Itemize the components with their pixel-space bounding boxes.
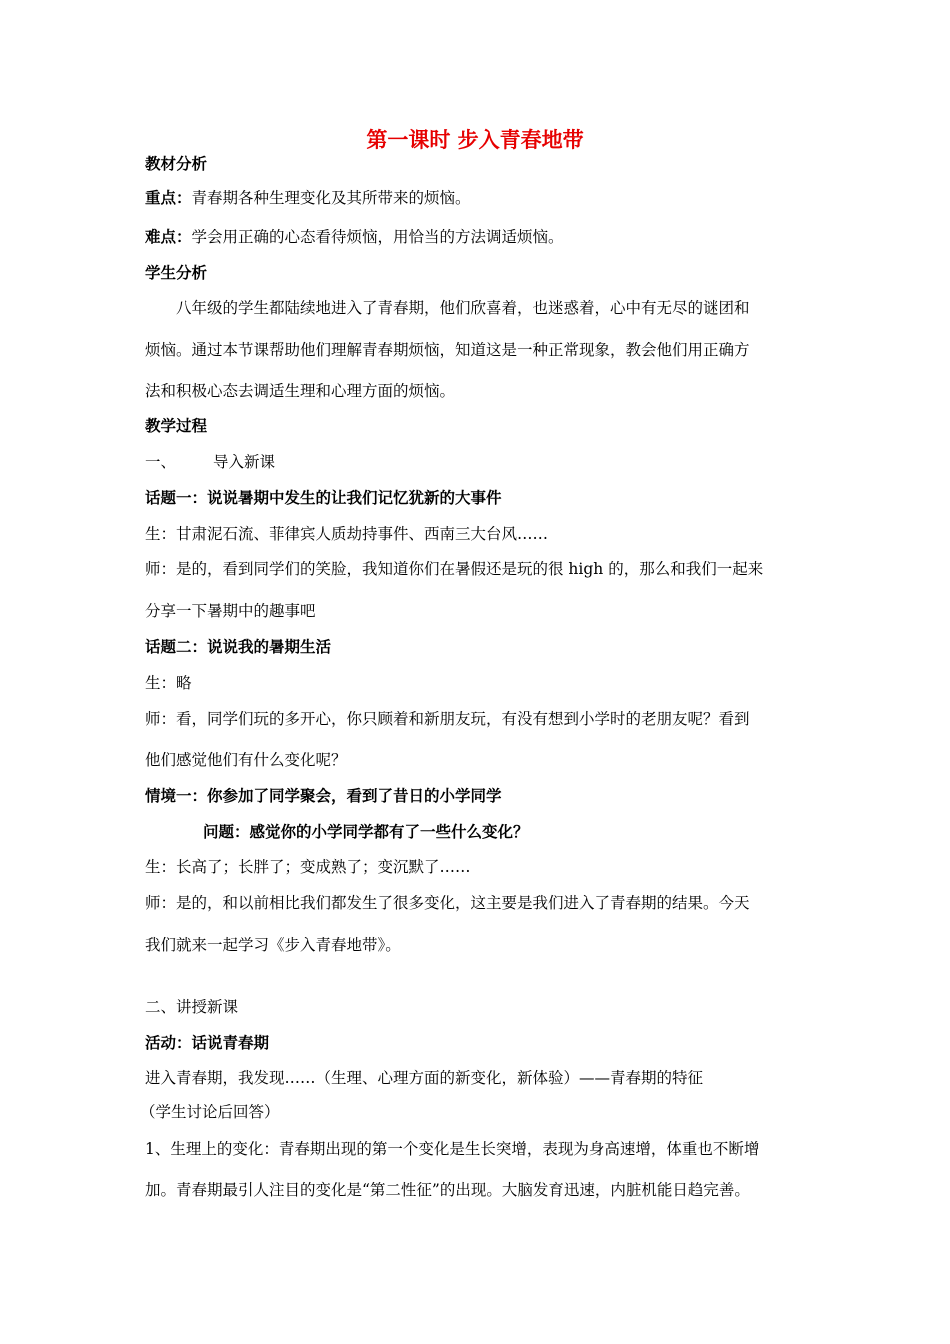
paragraph-line: 加。青春期最引人注目的变化是“第二性征”的出现。大脑发育迅速，内脏机能日趋完善。 bbox=[145, 1181, 750, 1199]
topic-one-heading: 话题一：说说暑期中发生的让我们记忆犹新的大事件 bbox=[145, 489, 502, 507]
section-one-number: 一、 bbox=[145, 453, 177, 471]
heading-teaching-process: 教学过程 bbox=[145, 417, 208, 435]
dialogue-line: 我们就来一起学习《步入青春地带》。 bbox=[145, 936, 401, 954]
paragraph-line: 进入青春期，我发现……（生理、心理方面的新变化，新体验）——青春期的特征 bbox=[145, 1069, 704, 1087]
paragraph-line: 1、生理上的变化：青春期出现的第一个变化是生长突增，表现为身高速增，体重也不断增 bbox=[145, 1140, 760, 1158]
paragraph-line: 八年级的学生都陆续地进入了青春期，他们欣喜着，也迷惑着，心中有无尽的谜团和 bbox=[176, 299, 750, 317]
activity-heading: 活动：话说青春期 bbox=[145, 1034, 270, 1052]
key-point-paragraph bbox=[145, 186, 471, 208]
dialogue-line: 师：看，同学们玩的多开心，你只顾着和新朋友玩，有没有想到小学时的老朋友呢？看到 bbox=[145, 710, 750, 728]
section-two-title: 二、讲授新课 bbox=[145, 998, 239, 1016]
section-one-title: 导入新课 bbox=[213, 453, 276, 471]
topic-two-heading: 话题二：说说我的暑期生活 bbox=[145, 638, 332, 656]
dialogue-line: 生：长高了；长胖了；变成熟了；变沉默了…… bbox=[145, 858, 471, 876]
scenario-one-heading: 情境一：你参加了同学聚会，看到了昔日的小学同学 bbox=[145, 787, 502, 805]
question-heading: 问题：感觉你的小学同学都有了一些什么变化？ bbox=[203, 823, 529, 841]
paragraph-line: 法和积极心态去调适生理和心理方面的烦恼。 bbox=[145, 382, 456, 400]
key-point-text: 青春期各种生理变化及其所带来的烦恼。 bbox=[191, 189, 471, 207]
dialogue-line: 分享一下暑期中的趣事吧 bbox=[145, 602, 316, 620]
heading-material-analysis: 教材分析 bbox=[145, 155, 208, 173]
dialogue-line: 生：甘肃泥石流、菲律宾人质劫持事件、西南三大台风…… bbox=[145, 525, 549, 543]
page-title: 第一课时 步入青春地带 bbox=[366, 128, 584, 152]
paragraph-line: 烦恼。通过本节课帮助他们理解青春期烦恼，知道这是一种正常现象，教会他们用正确方 bbox=[145, 341, 750, 359]
difficulty-text: 学会用正确的心态看待烦恼，用恰当的方法调适烦恼。 bbox=[191, 228, 564, 246]
paragraph-line: （学生讨论后回答） bbox=[140, 1103, 280, 1121]
heading-student-analysis: 学生分析 bbox=[145, 264, 208, 282]
dialogue-line: 师：是的，看到同学们的笑脸，我知道你们在暑假还是玩的很 high 的，那么和我们一起来 bbox=[145, 560, 764, 578]
difficulty-paragraph bbox=[145, 225, 564, 247]
dialogue-line: 师：是的，和以前相比我们都发生了很多变化，这主要是我们进入了青春期的结果。今天 bbox=[145, 894, 750, 912]
dialogue-line: 生：略 bbox=[145, 674, 192, 692]
key-point-label: 重点： bbox=[145, 189, 192, 207]
dialogue-line: 他们感觉他们有什么变化呢？ bbox=[145, 751, 347, 769]
difficulty-label: 难点： bbox=[145, 228, 192, 246]
